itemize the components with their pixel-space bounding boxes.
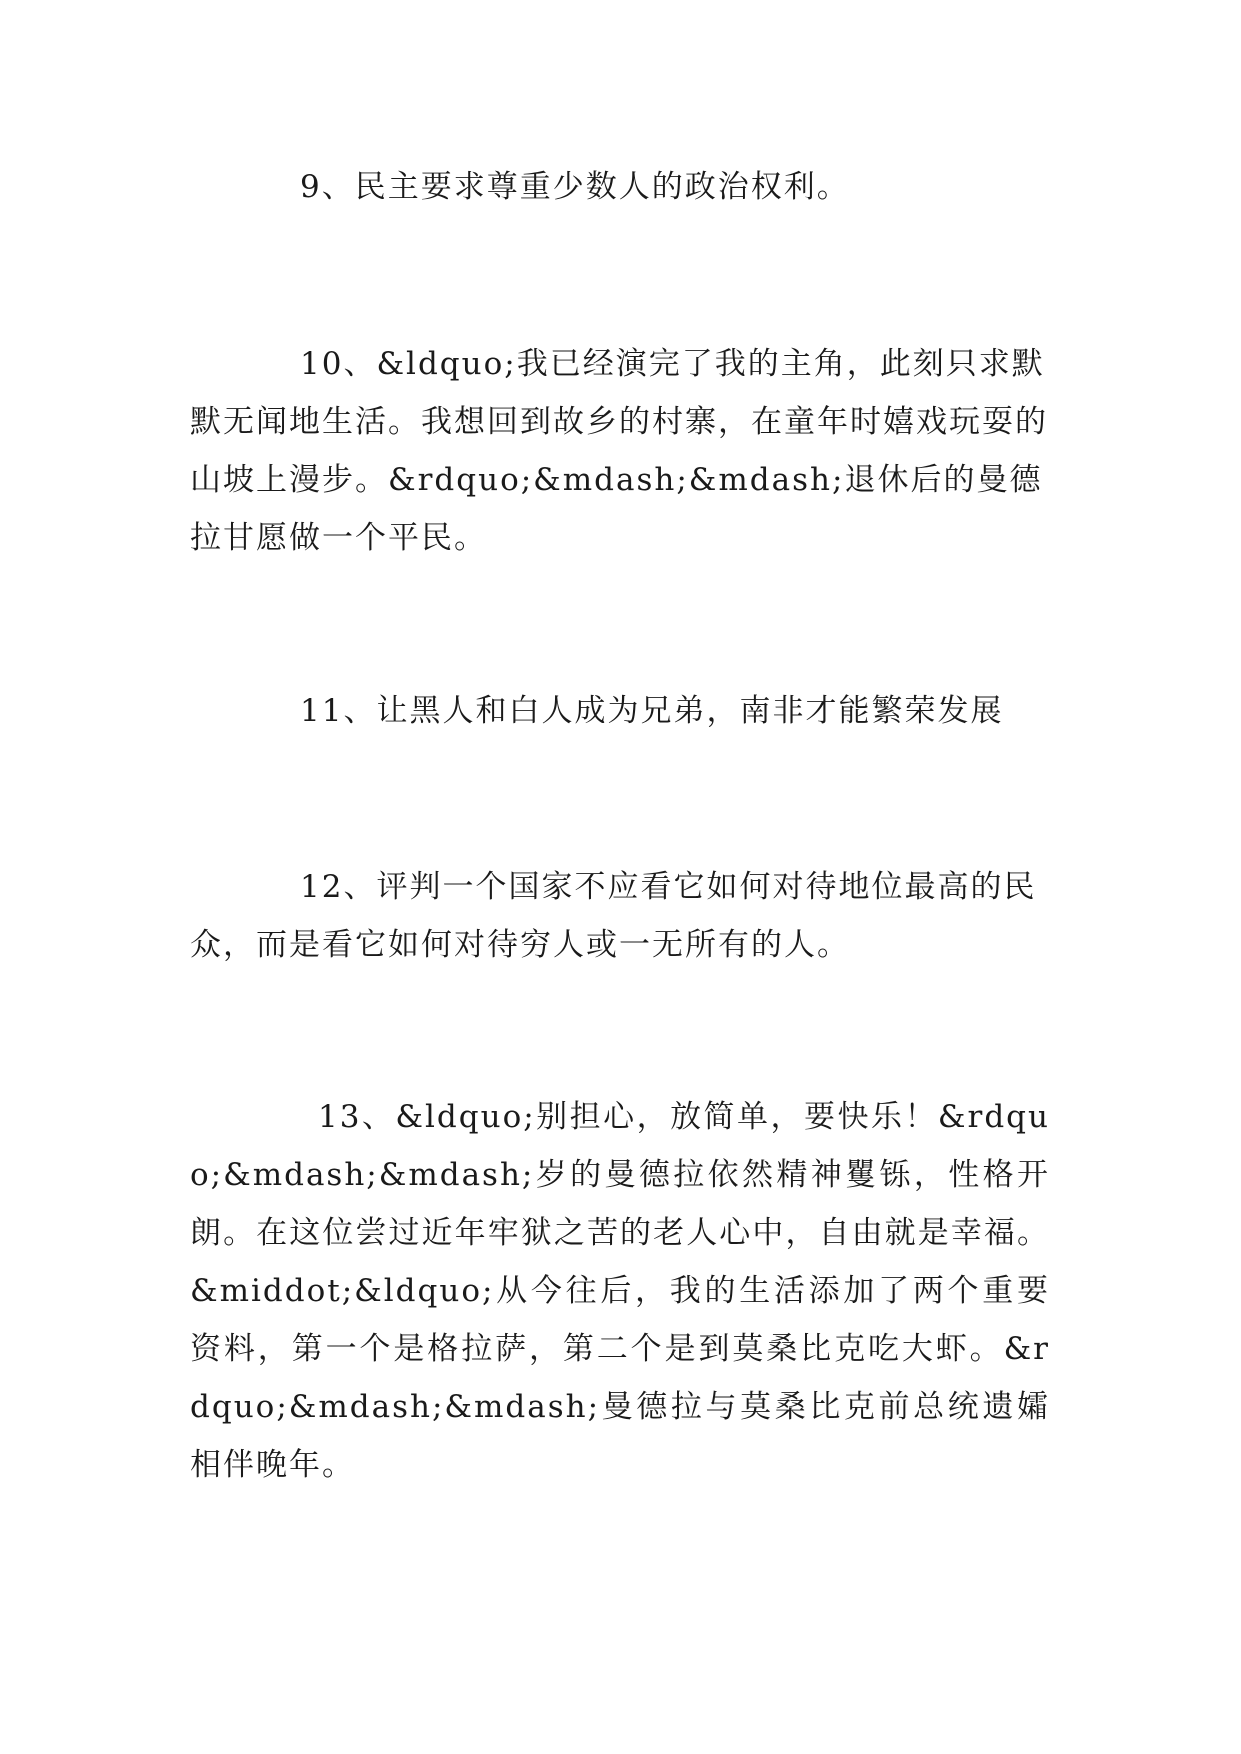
quote-paragraph-9: 9、民主要求尊重少数人的政治权利。 <box>300 169 850 205</box>
quote-paragraph-12: 12、评判一个国家不应看它如何对待地位最高的民众，而是看它如何对待穷人或一无所有的人。 <box>190 869 1037 963</box>
quote-paragraph-11: 11、让黑人和白人成为兄弟，南非才能繁荣发展 <box>300 693 1004 729</box>
quote-paragraph-13: 13、&ldquo;别担心，放简单，要快乐！&rdquo;&mdash;&mdash;岁的曼德拉依然精神矍铄，性格开朗。在这位尝过近年牢狱之苦的老人心中，自由就是幸福。&middot;&ldquo;从今往后，我的生活添加了两个重要资料，第一个是格拉萨，第二个是到莫桑比克吃大虾。&rdquo;&mdash;&mdash;曼德拉与莫桑比克前总统遗孀相伴晚年。 <box>190 1099 1050 1483</box>
quote-paragraph-10: 10、&ldquo;我已经演完了我的主角，此刻只求默默无闻地生活。我想回到故乡的村寨，在童年时嬉戏玩耍的山坡上漫步。&rdquo;&mdash;&mdash;退休后的曼德拉甘愿做一个平民。 <box>190 346 1048 556</box>
